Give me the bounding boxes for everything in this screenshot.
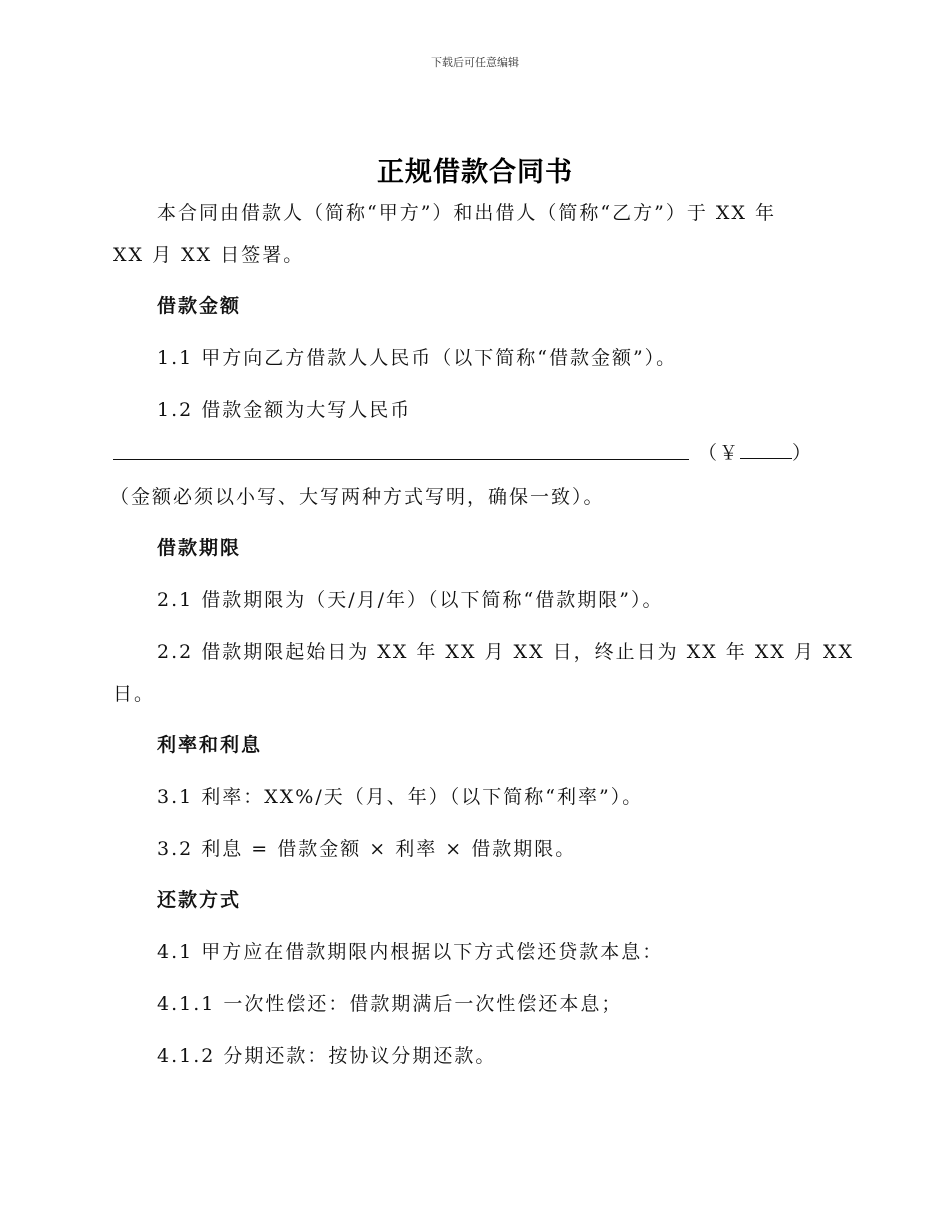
section-heading-interest: 利率和利息 xyxy=(157,734,263,756)
clause-1-2: 1.2 借款金额为大写人民币 xyxy=(157,399,412,421)
yen-open: （￥ xyxy=(698,442,741,464)
section-heading-loan-term: 借款期限 xyxy=(157,537,242,559)
section-heading-loan-amount: 借款金额 xyxy=(157,295,242,317)
clause-2-1: 2.1 借款期限为（天/月/年）（以下简称“借款期限”）。 xyxy=(157,589,664,611)
amount-note: （金额必须以小写、大写两种方式写明，确保一致）。 xyxy=(110,486,605,508)
clause-4-1: 4.1 甲方应在借款期限内根据以下方式偿还贷款本息： xyxy=(157,941,664,963)
amount-in-figures xyxy=(698,438,813,465)
clause-4-1-2: 4.1.2 分期还款：按协议分期还款。 xyxy=(157,1045,497,1067)
section-heading-repayment: 还款方式 xyxy=(157,889,242,911)
intro-line-1: 本合同由借款人（简称“甲方”）和出借人（简称“乙方”）于 XX 年 xyxy=(157,202,776,224)
header-note: 下载后可任意编辑 xyxy=(431,56,519,69)
clause-1-1: 1.1 甲方向乙方借款人人民币（以下简称“借款金额”）。 xyxy=(157,347,678,369)
yen-close: ） xyxy=(792,442,814,464)
intro-line-2: XX 月 XX 日签署。 xyxy=(113,244,305,266)
clause-3-2: 3.2 利息 = 借款金额 × 利率 × 借款期限。 xyxy=(157,838,577,860)
clause-2-2-line-1: 2.2 借款期限起始日为 XX 年 XX 月 XX 日，终止日为 XX 年 XX 月 XX xyxy=(157,641,855,663)
amount-in-words-blank[interactable] xyxy=(113,459,689,460)
document-title: 正规借款合同书 xyxy=(377,157,573,188)
clause-2-2-line-2: 日。 xyxy=(113,683,156,705)
clause-4-1-1: 4.1.1 一次性偿还：借款期满后一次性偿还本息； xyxy=(157,993,623,1015)
clause-3-1: 3.1 利率：XX%/天（月、年）（以下简称“利率”）。 xyxy=(157,786,644,808)
amount-in-figures-blank[interactable] xyxy=(740,440,792,459)
amount-fill-row xyxy=(113,436,813,466)
